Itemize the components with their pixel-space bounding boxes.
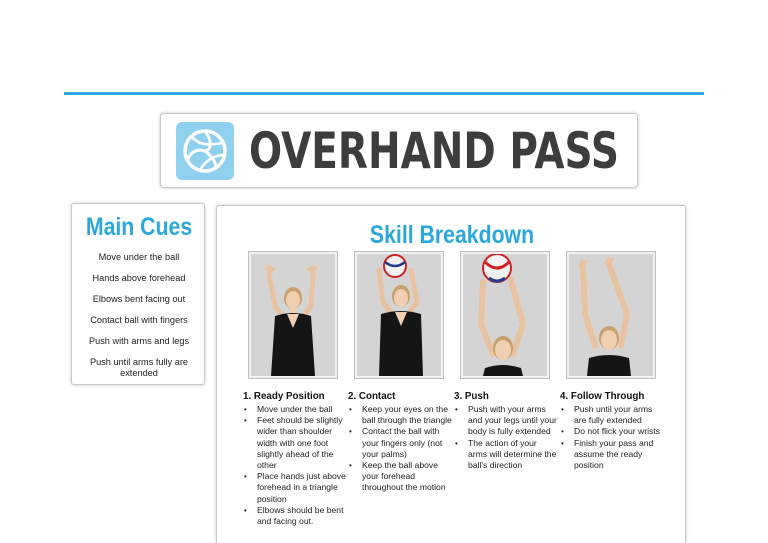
step-title: 2. Contact bbox=[348, 391, 396, 402]
main-cues-list bbox=[76, 252, 202, 378]
skill-breakdown-heading: Skill Breakdown bbox=[369, 221, 535, 249]
step-bullets bbox=[454, 404, 558, 471]
step-bullet: • Keep the ball above your forehead throughout the motion bbox=[348, 460, 452, 494]
step-ready-position bbox=[243, 391, 353, 527]
step-bullet: • Place hands just above forehead in a triangle position bbox=[243, 471, 353, 505]
step-bullet: • The action of your arms will determine the ball's direction bbox=[454, 438, 558, 472]
step-title: 4. Follow Through bbox=[560, 391, 645, 402]
top-divider bbox=[64, 92, 704, 95]
step-bullets bbox=[560, 404, 664, 471]
step-bullets bbox=[348, 404, 452, 494]
step-bullet: • Contact the ball with your fingers only (not your palms) bbox=[348, 426, 452, 460]
cue-item: Push until arms fully are extended bbox=[89, 357, 189, 378]
step-bullet: • Do not flick your wrists bbox=[560, 426, 664, 437]
step-bullet: • Elbows should be bent and facing out. bbox=[243, 505, 353, 527]
step-follow-through bbox=[560, 391, 664, 471]
volleyball-icon bbox=[176, 122, 234, 180]
step-push bbox=[454, 391, 558, 471]
step-bullet: • Move under the ball bbox=[243, 404, 353, 415]
step-bullet: • Finish your pass and assume the ready position bbox=[560, 438, 664, 472]
step-title: 1. Ready Position bbox=[243, 391, 325, 402]
step-title: 3. Push bbox=[454, 391, 489, 402]
cue-item: Contact ball with fingers bbox=[90, 315, 188, 325]
step-bullet: • Keep your eyes on the ball through the triangle bbox=[348, 404, 452, 426]
contact-photo bbox=[355, 252, 443, 378]
step-contact bbox=[348, 391, 452, 494]
step-bullet: • Feet should be slightly wider than shoulder width with one foot slightly ahead of the other bbox=[243, 415, 353, 471]
title-banner bbox=[160, 113, 638, 188]
cue-item: Move under the ball bbox=[98, 252, 180, 262]
push-photo bbox=[461, 252, 549, 378]
follow-through-photo bbox=[567, 252, 655, 378]
main-cues-panel bbox=[71, 203, 205, 385]
main-cues-heading: Main Cues bbox=[85, 213, 193, 241]
step-bullet: • Push with your arms and your legs until your body is fully extended bbox=[454, 404, 558, 438]
cue-item: Hands above forehead bbox=[92, 273, 186, 283]
step-bullet: • Push until your arms are fully extended bbox=[560, 404, 664, 426]
cue-item: Push with arms and legs bbox=[88, 336, 190, 346]
ready-position-photo bbox=[249, 252, 337, 378]
step-bullets bbox=[243, 404, 353, 527]
skill-breakdown-panel bbox=[216, 205, 686, 543]
page-title: OVERHAND PASS bbox=[249, 122, 619, 180]
cue-item: Elbows bent facing out bbox=[92, 294, 186, 304]
